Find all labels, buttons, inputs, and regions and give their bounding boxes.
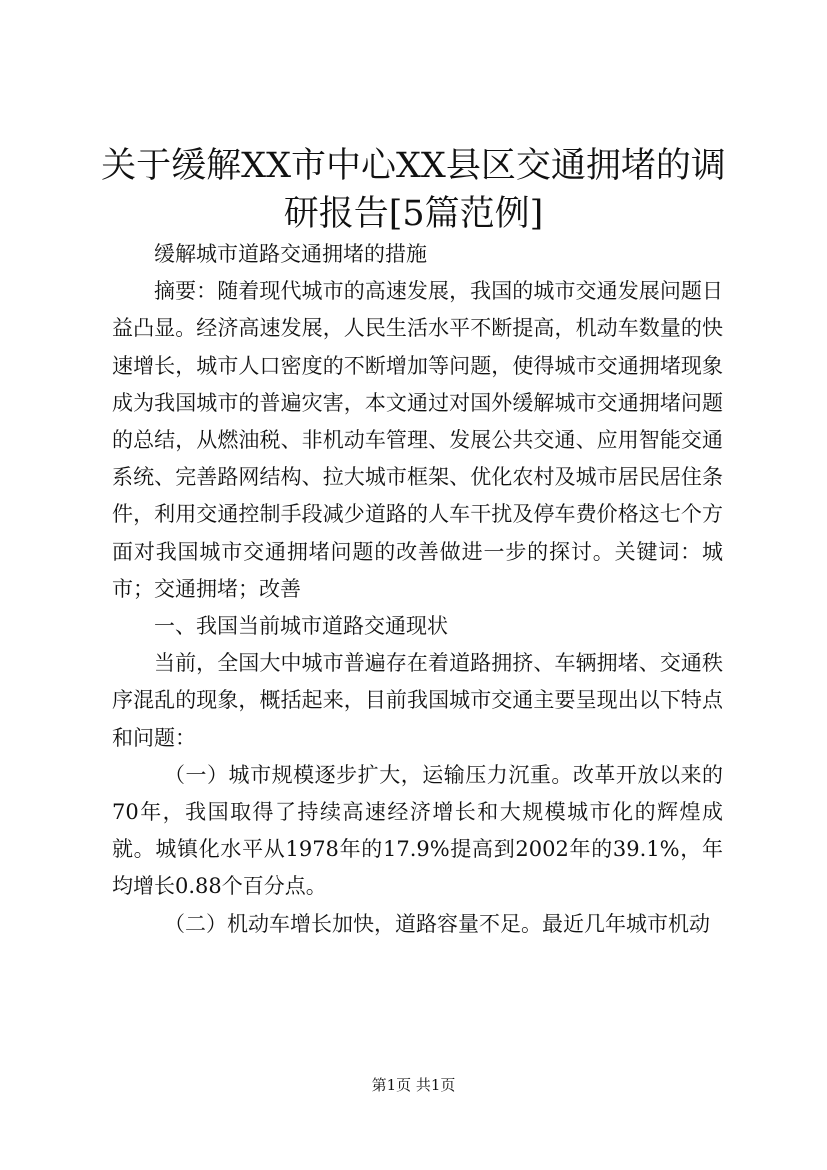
abstract-paragraph: 摘要：随着现代城市的高速发展，我国的城市交通发展问题日益凸显。经济高速发展，人民生活水平不断提高，机动车数量的快速增长，城市人口密度的不断增加等问题，使得城市交通拥堵现象成为我国城市的普遍灾害，本文通过对国外缓解城市交通拥堵问题的总结，从燃油税、非机动车管理、发展公共交通、应用智能交通系统、完善路网结构、拉大城市框架、优化农村及城市居民居住条件，利用交通控制手段减少道路的人车干扰及停车费价格这七个方面对我国城市交通拥堵问题的改善做进一步的探讨。关键词：城市；交通拥堵；改善 — [112, 279, 723, 601]
document-body — [112, 236, 723, 943]
body-paragraph: （二）机动车增长加快，道路容量不足。最近几年城市机动 — [164, 911, 710, 936]
body-paragraph: 当前，全国大中城市普遍存在着道路拥挤、车辆拥堵、交通秩序混乱的现象，概括起来，目前我国城市交通主要呈现出以下特点和问题： — [112, 651, 723, 750]
body-paragraph: （一）城市规模逐步扩大，运输压力沉重。改革开放以来的70年，我国取得了持续高速经济增长和大规模城市化的辉煌成就。城镇化水平从1978年的17.9%提高到2002年的39.1%，年均增长0.88个百分点。 — [112, 762, 723, 899]
page-footer: 第1页 共1页 — [371, 1076, 456, 1094]
section-heading: 缓解城市道路交通拥堵的措施 — [154, 242, 427, 266]
section-heading: 一、我国当前城市道路交通现状 — [154, 614, 448, 639]
document-title: 关于缓解XX市中心XX县区交通拥堵的调研报告[5篇范例] — [101, 146, 726, 234]
